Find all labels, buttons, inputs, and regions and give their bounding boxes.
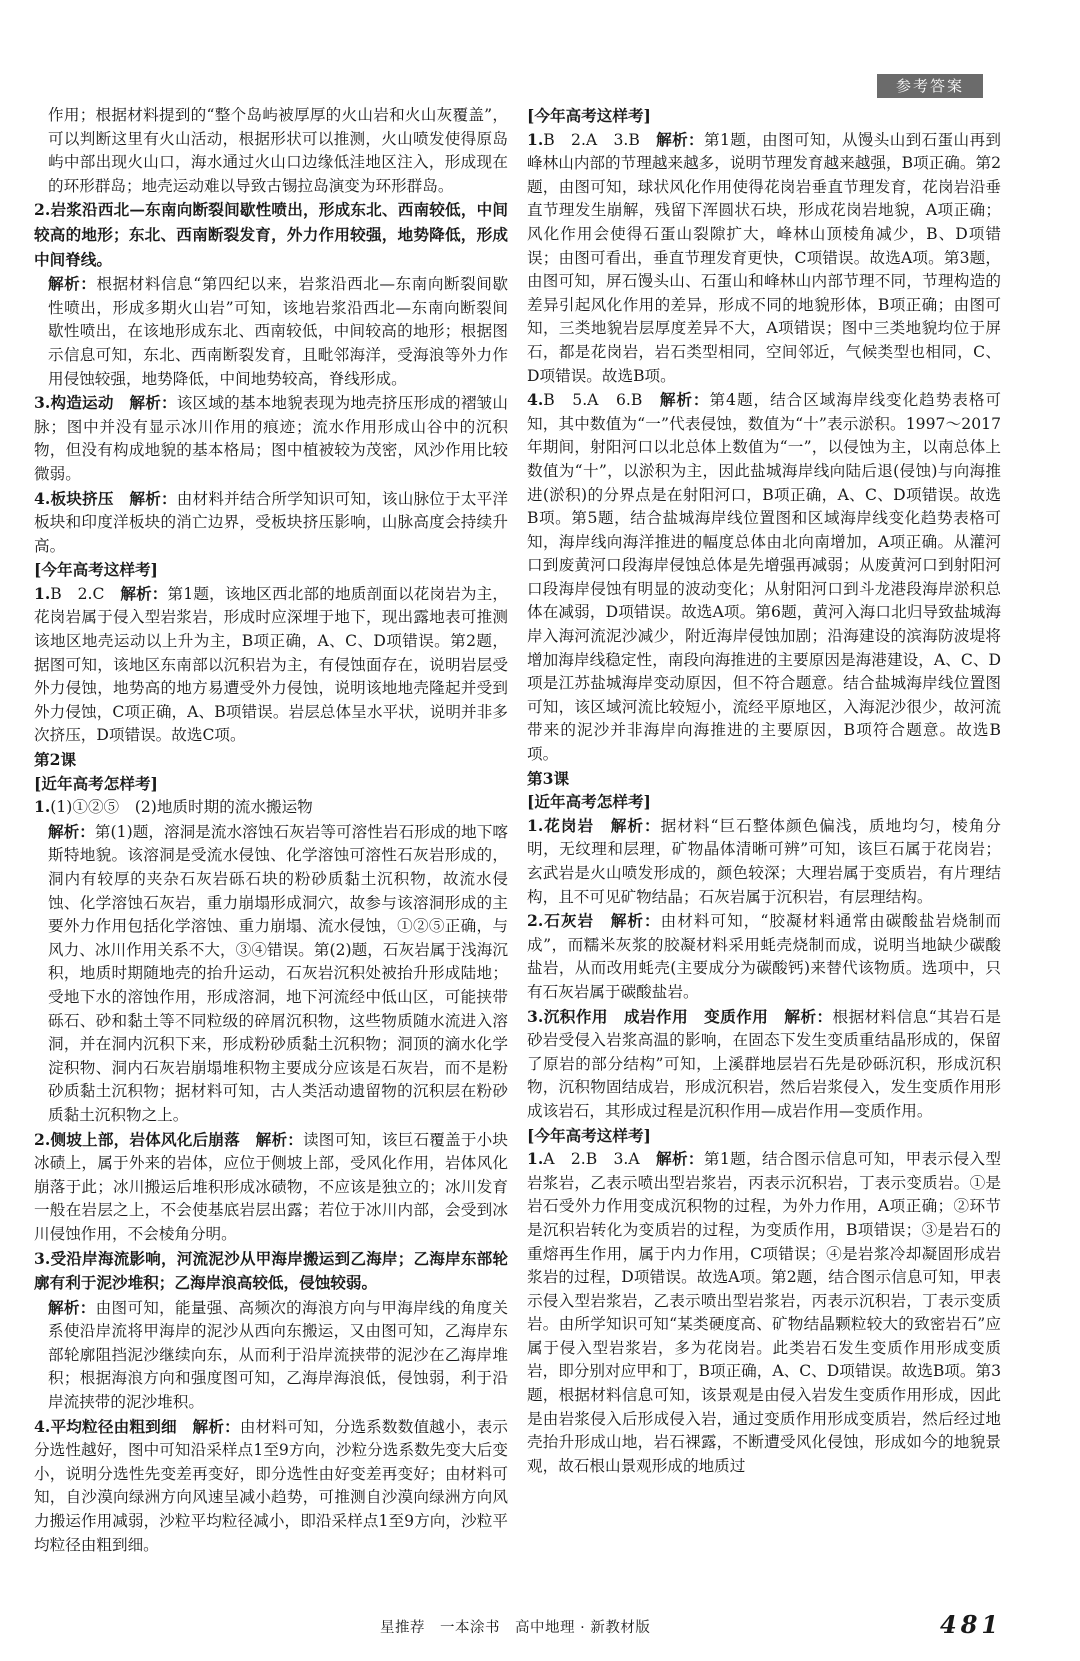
analysis-label: 解析： (610, 815, 661, 835)
analysis-label: 解析： (129, 393, 177, 413)
analysis-label: 解析： (656, 129, 704, 149)
question-number: 3. (527, 1006, 544, 1026)
analysis-label: 解析： (120, 583, 168, 603)
answer-head: 构造运动 (50, 393, 114, 413)
analysis-label: 解析： (659, 390, 710, 410)
analysis-paragraph (34, 820, 508, 1128)
analysis-text: 据材料“巨石整体颜色偏浅，质地均匀，棱角分明，无纹理和层理，矿物晶体清晰可辨”可知，该巨石属于花岗岩；玄武岩是火山喷发形成的，颜色较深；大理岩属于变质岩，有片理结构，且不可见矿物结晶；石灰岩属于沉积岩，有层理结构。 (527, 816, 1001, 906)
question-number: 2. (527, 911, 544, 931)
analysis-paragraph (34, 272, 508, 391)
analysis-text: 第1题，该地区西北部的地质剖面以花岗岩为主，花岗岩属于侵入型岩浆岩，形成时应深埋于地下，现出露地表可推测该地区地壳运动以上升为主，B项正确，A、C、D项错误。第2题，据图可知，该地区东南部以沉积岩为主，有侵蚀面存在，说明岩层受外力侵蚀，地势高的地方易遭受外力侵蚀，说明该地地壳隆起并受到外力侵蚀，C项正确，A、B项错误。岩层总体呈水平状，说明并非多次挤压，D项错误。故选C项。 (34, 584, 508, 745)
analysis-label: 解析： (655, 1149, 704, 1169)
analysis-label: 解析： (48, 274, 97, 294)
analysis-label: 解析： (255, 1129, 304, 1149)
analysis-label: 解析： (48, 1297, 96, 1317)
answer-head: 板块挤压 (50, 488, 114, 508)
question-number: 1. (527, 1149, 544, 1169)
answer-head: 平均粒径由粗到细 (50, 1416, 177, 1436)
section-heading: [今年高考这样考] (527, 1125, 651, 1145)
analysis-text: 由图可知，能量强、高频次的海浪方向与甲海岸线的角度关系使沿岸流将甲海岸的泥沙从西向东搬运，又由图可知，乙海岸东部轮廓阻挡泥沙继续向东，从而利于沿岸流挟带的泥沙在乙海岸堆积；根据海浪方向和强度图可知，乙海岸海浪低，侵蚀弱，利于沿岸流挟带的泥沙堆积。 (48, 1298, 508, 1412)
answer-head: (1)①②⑤ (2)地质时期的流水搬运物 (50, 798, 313, 817)
analysis-text: 读图可知，该巨石覆盖于小块冰碛上，属于外来的岩体，应位于侧坡上部，受风化作用，岩体风化崩落于此；冰川搬运后堆积形成冰碛物，不应该是独立的；冰川发育一般在岩层之上，不会使基底岩层出露；若位于冰川内部，会受到冰川侵蚀作用，不会棱角分明。 (34, 1130, 508, 1243)
section-heading: [今年高考这样考] (34, 560, 158, 580)
analysis-text: 由材料并结合所学知识可知，该山脉位于太平洋板块和印度洋板块的消亡边界，受板块挤压影响，山脉高度会持续升高。 (34, 489, 508, 555)
answer-head: 岩浆沿西北—东南向断裂间歇性喷出，形成东北、西南较低，中间较高的地形；东北、西南断裂发育，外力作用较强，地势降低，形成中间脊线。 (34, 200, 508, 269)
answer-item (527, 814, 1001, 909)
analysis-text: 第4题，结合区域海岸线变化趋势表格可知，其中数值为“一”代表侵蚀，数值为“十”表示淤积。1997～2017年期间，射阳河口以北总体上数值为“一”，以侵蚀为主，以南总体上数值为“十”，以淤积为主，因此盐城海岸线向陆后退(侵蚀)与向海推进(淤积)的分界点是在射阳河口，B项正确，A、C、D项错误。故选B项。第5题，结合盐城海岸线位置图和区域海岸线变化趋势表格可知，海岸线向海洋推进的幅度总体由北向南增加，A项正确。从灌河口到废黄河口段海岸侵蚀总体是先增强再减弱；从废黄河口到射阳河口段海岸侵蚀有明显的波动变化；从射阳河口到斗龙港段海岸淤积总体在减弱，D项错误。故选A项。第6题，黄河入海口北归导致盐城海岸入海河流泥沙减少，附近海岸侵蚀加剧；沿海建设的滨海防波堤将增加海岸线稳定性，南段向海推进的主要原因是海港建设，A、C、D项是江苏盐城海岸变动原因，但不符合题意。结合盐城海岸线位置图可知，该区域河流比较短小，流经平原地区，入海泥沙很少，故河流带来的泥沙并非海岸向海推进的主要原因，B项符合题意。故选B项。 (527, 391, 1001, 764)
answer-item (34, 582, 508, 748)
answer-item (34, 1128, 508, 1247)
answer-item (527, 1005, 1001, 1124)
answer-head: 沉积作用 成岩作用 变质作用 (543, 1006, 769, 1026)
question-number: 2. (34, 1129, 51, 1149)
question-number: 4. (34, 488, 51, 508)
answer-item (527, 388, 1001, 767)
question-number: 1. (34, 583, 51, 603)
analysis-text: 由材料可知，“胶凝材料通常由碳酸盐岩烧制而成”，而糯米灰浆的胶凝材料采用蚝壳烧制而成，说明当地缺少碳酸盐岩，从而改用蚝壳(主要成分为碳酸钙)来替代该物质。选项中，只有石灰岩属于碳酸盐岩。 (527, 912, 1001, 1001)
analysis-text: 第1题，结合图示信息可知，甲表示侵入型岩浆岩，乙表示喷出型岩浆岩，丙表示沉积岩，丁表示变质岩。①是岩石受外力作用变成沉积物的过程，为外力作用，A项正确；②环节是沉积岩转化为变质岩的过程，为变质作用，B项错误；③是岩石的重熔再生作用，属于内力作用，C项错误；④是岩浆冷却凝固形成岩浆岩的过程，D项错误。故选A项。第2题，结合图示信息可知，甲表示侵入型岩浆岩，乙表示喷出型岩浆岩，丙表示沉积岩，丁表示变质岩。由所学知识可知“某类硬度高、矿物结晶颗粒较大的致密岩石”应属于侵入型岩浆岩，多为花岗岩。此类岩石发生变质作用形成变质岩，即分别对应甲和丁，B项正确，A、C、D项错误。故选B项。第3题，根据材料信息可知，该景观是由侵入岩发生变质作用形成，因此是由岩浆侵入后形成侵入岩，通过变质作用形成变质岩，然后经过地壳抬升形成山地，岩石裸露，不断遭受风化侵蚀，形成如今的地貌景观，故石根山景观形成的地质过 (527, 1150, 1001, 1475)
lesson-heading: 第3课 (527, 768, 570, 788)
analysis-text: 第(1)题，溶洞是流水溶蚀石灰岩等可溶性岩石形成的地下喀斯特地貌。该溶洞是受流水侵蚀、化学溶蚀可溶性石灰岩形成的，洞内有较厚的夹杂石灰岩砾石块的粉砂质黏土沉积物，故流水侵蚀、化学溶蚀石灰岩，重力崩塌形成洞穴，故参与该溶洞形成的主要外力作用包括化学溶蚀、重力崩塌、流水侵蚀，①②⑤正确，与风力、冰川作用关系不大，③④错误。第(2)题，石灰岩属于浅海沉积，地质时期随地壳的抬升运动，石灰岩沉积处被抬升形成陆地；受地下水的溶蚀作用，形成溶洞，地下河流经中低山区，可能挟带砾石、砂和黏土等不同粒级的碎屑沉积物，这些物质随水流进入溶洞，并在洞内沉积下来，形成粉砂质黏土沉积物；洞顶的滴水化学淀积物、洞内石灰岩崩塌堆积物主要成分应该是石灰岩，而不是粉砂质黏土沉积物；据材料可知，古人类活动遗留物的沉积层在粉砂质黏土沉积物之上。 (48, 822, 508, 1124)
analysis-text: 该区域的基本地貌表现为地壳挤压形成的褶皱山脉；图中并没有显示冰川作用的痕迹；流水作用形成山谷中的沉积物，但没有构成地貌的基本格局；图中植被较为茂密，风沙作用比较微弱。 (34, 394, 508, 483)
section-heading: [今年高考这样考] (527, 106, 651, 125)
answer-head: B 2.A 3.B (543, 130, 640, 149)
section-heading: [近年高考怎样考] (34, 773, 158, 793)
answer-head: 侧坡上部，岩体风化后崩落 (50, 1129, 240, 1149)
answer-item (34, 1247, 508, 1296)
question-number: 3. (34, 393, 51, 413)
question-number: 4. (34, 1416, 51, 1436)
analysis-label: 解析： (48, 821, 95, 841)
book-title: 星推荐 一本涂书 高中地理 · 新教材版 (380, 1620, 651, 1636)
left-column (34, 104, 508, 1557)
answer-head: 石灰岩 (543, 911, 595, 931)
answer-item (34, 795, 508, 820)
analysis-paragraph (34, 1296, 508, 1415)
analysis-label: 解析： (192, 1416, 240, 1436)
answer-item (34, 198, 508, 272)
analysis-label: 解析： (784, 1006, 833, 1026)
answer-head: A 2.B 3.A (543, 1150, 640, 1169)
answer-item (34, 1415, 508, 1558)
analysis-label: 解析： (129, 488, 177, 508)
analysis-text: 根据材料信息“其岩石是砂岩受侵入岩浆高温的影响，在固态下发生变质重结晶形成的，保留了原岩的部分结构”可知，上溪群地层岩石先是砂砾沉积，形成沉积物，沉积物固结成岩，形成沉积岩，然后岩浆侵入，发生变质作用形成该岩石，其形成过程是沉积作用—成岩作用—变质作用。 (527, 1007, 1001, 1120)
question-number: 3. (34, 1248, 51, 1268)
answer-item (527, 1147, 1001, 1478)
analysis-label: 解析： (610, 911, 661, 931)
analysis-text: 由材料可知，分选系数数值越小，表示分选性越好，图中可知沿采样点1至9方向，沙粒分选系数先变大后变小，说明分选性先变差再变好，即分选性由好变差再变好；由材料可知，自沙漠向绿洲方向风速呈减小趋势，可推测自沙漠向绿洲方向风力搬运作用减弱，沙粒平均粒径减小，即沿采样点1至9方向，沙粒平均粒径由粗到细。 (34, 1417, 508, 1554)
right-column (527, 104, 1001, 1478)
question-number: 1. (34, 797, 51, 817)
question-number: 1. (527, 815, 544, 835)
question-number: 4. (527, 390, 544, 410)
answer-item (527, 128, 1001, 389)
answer-head: B 2.C (50, 584, 105, 603)
analysis-text: 根据材料信息“第四纪以来，岩浆沿西北—东南向断裂间歇性喷出，形成多期火山岩”可知，该地岩浆沿西北—东南向断裂间歇性喷出，在该地形成东北、西南较低，中间较高的地形；根据图示信息可知，东北、西南断裂发育，且毗邻海洋，受海浪等外力作用侵蚀较强，地势降低，中间地势较高，脊线形成。 (48, 275, 508, 388)
page-footer (0, 1612, 1080, 1642)
question-number: 1. (527, 129, 544, 149)
answer-item (34, 487, 508, 559)
analysis-text: 第1题，由图可知，从馒头山到石蛋山再到峰林山内部的节理越来越多，说明节理发育越来越强，B项正确。第2题，由图可知，球状风化作用使得花岗岩垂直节理发育，花岗岩沿垂直节理发生崩解，残留下浑圆状石块，形成花岗岩地貌，A项正确；风化作用会使得石蛋山裂隙扩大，峰林山顶棱角减少，B、D项错误；由图可看出，垂直节理发育更快，C项错误。故选A项。第3题，由图可知，屏石馒头山、石蛋山和峰林山内部节理不同，节理构造的差异引起风化作用的差异，形成不同的地貌形体，B项正确；由图可知，三类地貌岩层厚度差异不大，A项错误；图中三类地貌均位于屏石，都是花岗岩，岩石类型相同，空间邻近，气候类型也相同，C、D项错误。故选B项。 (527, 130, 1001, 385)
answer-head: 受沿岸海流影响，河流泥沙从甲海岸搬运到乙海岸；乙海岸东部轮廓有利于泥沙堆积；乙海岸浪高较低，侵蚀较弱。 (34, 1248, 508, 1293)
section-heading: [近年高考怎样考] (527, 792, 651, 812)
answer-head: B 5.A 6.B (543, 391, 643, 410)
answer-section-tag: 参考答案 (877, 74, 983, 98)
answer-item (527, 909, 1001, 1004)
page-number: 481 (940, 1610, 1003, 1639)
lesson-heading: 第2课 (34, 750, 77, 770)
answer-head: 花岗岩 (543, 815, 595, 835)
answer-paragraph: 作用；根据材料提到的“整个岛屿被厚厚的火山岩和火山灰覆盖”，可以判断这里有火山活动，根据形状可以推测，火山喷发使得原岛屿中部出现火山口，海水通过火山口边缘低洼地区注入，形成现在的环形群岛；地壳运动难以导致古锡拉岛演变为环形群岛。 (48, 106, 508, 195)
answer-item (34, 391, 508, 486)
question-number: 2. (34, 200, 51, 220)
